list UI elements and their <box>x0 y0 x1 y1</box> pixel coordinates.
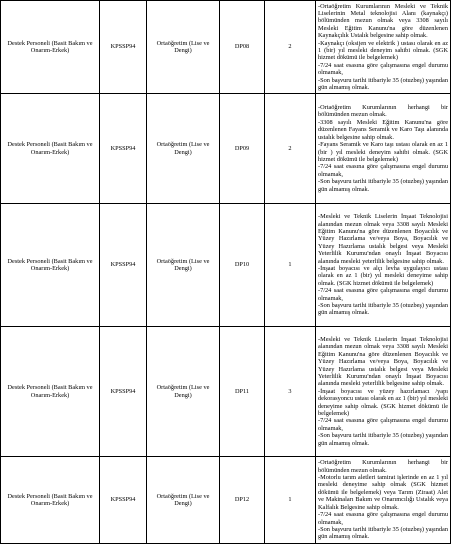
table-row <box>1 327 451 457</box>
education-cell: Ortaöğretim (Lise ve Dengi) <box>147 327 220 457</box>
requirements-cell <box>316 94 451 204</box>
code-cell: DP11 <box>220 327 265 457</box>
requirements-cell <box>316 457 451 544</box>
count-cell: 3 <box>265 327 316 457</box>
exam-cell: KPSSP94 <box>100 1 147 94</box>
code-cell: DP09 <box>220 94 265 204</box>
table-row <box>1 457 451 544</box>
requirement-line: -Ortaöğretim Kurumlarının herhangi bir bölümünden mezun olmak. <box>318 104 448 119</box>
education-cell: Ortaöğretim (Lise ve Dengi) <box>147 94 220 204</box>
requirement-line: -Ortaöğretim Kurumlarının herhangi bir bölümünden mezun olmak. <box>318 459 448 474</box>
requirement-line: -7/24 saat esasına göre çalışmasına engel durumu olmamak, <box>318 511 448 526</box>
requirement-line: -Motorlu tarım aletleri tamirat işlerinde en az 1 yıl mesleki deneyime sahip olmak (SGK hizmet dökümü ile belgelemek) veya Tarım (Ziraat) Alet ve Makinaları Bakım ve Onarımcılığı Ustalık veya Kalfalık Belgesine sahip olmak. <box>318 474 448 511</box>
requirements-cell <box>316 1 451 94</box>
code-cell: DP12 <box>220 457 265 544</box>
code-cell: DP10 <box>220 204 265 327</box>
requirement-line: -7/24 saat esasına göre çalışmasına engel durumu olmamak, <box>318 287 448 302</box>
requirement-line: -7/24 saat esasına göre çalışmasına engel durumu olmamak, <box>318 61 448 77</box>
requirements-cell <box>316 204 451 327</box>
exam-cell: KPSSP94 <box>100 327 147 457</box>
requirement-line: -Son başvuru tarihi itibariyle 35 (otuzbeş) yaşından gün almamış olmak. <box>318 76 448 92</box>
position-cell: Destek Personeli (Basit Bakım ve Onarım-Erkek) <box>1 204 100 327</box>
exam-cell: KPSSP94 <box>100 94 147 204</box>
table-row <box>1 204 451 327</box>
table-row <box>1 1 451 94</box>
count-cell: 2 <box>265 94 316 204</box>
requirement-line: -Son başvuru tarihi itibariyle 35 (otuzbeş) yaşından gün almamış olmak. <box>318 525 448 541</box>
table-row <box>1 94 451 204</box>
requirement-line: -7/24 saat esasına göre çalışmasına engel durumu olmamak, <box>318 163 448 178</box>
requirement-line: -7/24 saat esasına göre çalışmasına engel durumu olmamak, <box>318 417 448 432</box>
requirement-line: -Mesleki ve Teknik Liselerin İnşaat Teknolojisi alanından mezun olmak veya 3308 sayılı Mesleki Eğitim Kanunu'na göre düzenlenen Boyacılık ve Yüzey Hazırlama ve/veya Boya, Boyacılık ve Yüzey Hazırlama ustalık belgesi veya Mesleki Yeterlilik Kurumu'ndan onaylı İnşaat Boyacısı alanında mesleki yeterlilik belgesine sahip olmak. <box>318 213 448 265</box>
positions-table-body <box>1 1 451 544</box>
exam-cell: KPSSP94 <box>100 204 147 327</box>
position-cell: Destek Personeli (Basit Bakım ve Onarım-Erkek) <box>1 327 100 457</box>
requirement-line: -Mesleki ve Teknik Liselerin İnşaat Teknolojisi alanından mezun olmak veya 3308 sayılı Mesleki Eğitim Kanunu'na göre düzenlenen Boyacılık ve Yüzey Hazırlama ve/veya Boya, Boyacılık ve Yüzey Hazırlama ustalık belgesi veya Mesleki Yeterlilik Kurumu'ndan onaylı İnşaat Boyacısı alanında mesleki yeterlilik belgesine sahip olmak. <box>318 335 448 388</box>
requirement-line: -İnşaat boyacısı ve alçı levha uygulayıcı ustası olarak en az 1 (bir) yıl mesleki deneyime sahip olmak. (SGK hizmet dökümü ile belgelemek) <box>318 265 448 287</box>
position-cell: Destek Personeli (Basit Bakım ve Onarım-Erkek) <box>1 1 100 94</box>
code-cell: DP08 <box>220 1 265 94</box>
count-cell: 2 <box>265 1 316 94</box>
requirement-line: -Son başvuru tarihi itibariyle 35 (otuzbeş) yaşından gün almamış olmak. <box>318 178 448 193</box>
requirements-cell <box>316 327 451 457</box>
education-cell: Ortaöğretim (Lise ve Dengi) <box>147 204 220 327</box>
education-cell: Ortaöğretim (Lise ve Dengi) <box>147 457 220 544</box>
exam-cell: KPSSP94 <box>100 457 147 544</box>
position-cell: Destek Personeli (Basit Bakım ve Onarım-Erkek) <box>1 457 100 544</box>
requirement-line: -İnşaat boyacısı ve yüzey hazırlamacı /yapı dekorasyoncu ustası olarak en az 1 (bir) yıl mesleki deneyime sahip olmak. (SGK hizmet dökümü ile belgelemek) <box>318 387 448 418</box>
requirement-line: -Son başvuru tarihi itibariyle 35 (otuzbeş) yaşından gün almamış olmak. <box>318 432 448 447</box>
requirement-line: -Fayans Seramik ve Karo taşı ustası olarak en az 1 (bir ) yıl mesleki deneyim sahibi olmak. (SGK hizmet dökümü ile belgelemek) <box>318 141 448 163</box>
requirement-line: -Ortaöğretim Kurumlarının Mesleki ve Teknik Liselerinin Metal teknolojisi Alanı (kaynakçı) bölümünden mezun olmak veya 3308 sayılı Mesleki Eğitim Kanunu'na göre düzenlenen Kaynakçılık Ustalık belgesine sahip olmak. <box>318 2 448 40</box>
count-cell: 1 <box>265 204 316 327</box>
count-cell: 1 <box>265 457 316 544</box>
requirement-line: -Son başvuru tarihi itibariyle 35 (otuzbeş) yaşından gün almamış olmak. <box>318 302 448 317</box>
requirement-line: -3308 sayılı Mesleki Eğitim Kanunu'na göre düzenlenen Fayans Seramik ve Karo Taşı alanında ustalık belgesine sahip olmak. <box>318 118 448 141</box>
position-cell: Destek Personeli (Basit Bakım ve Onarım-Erkek) <box>1 94 100 204</box>
requirement-line: -Kaynakçı (oksijen ve elektrik ) ustası olarak en az 1 (bir) yıl mesleki deneyim sahibi olmak. (SGK hizmet dökümü ile belgelemek) <box>318 39 448 62</box>
education-cell: Ortaöğretim (Lise ve Dengi) <box>147 1 220 94</box>
